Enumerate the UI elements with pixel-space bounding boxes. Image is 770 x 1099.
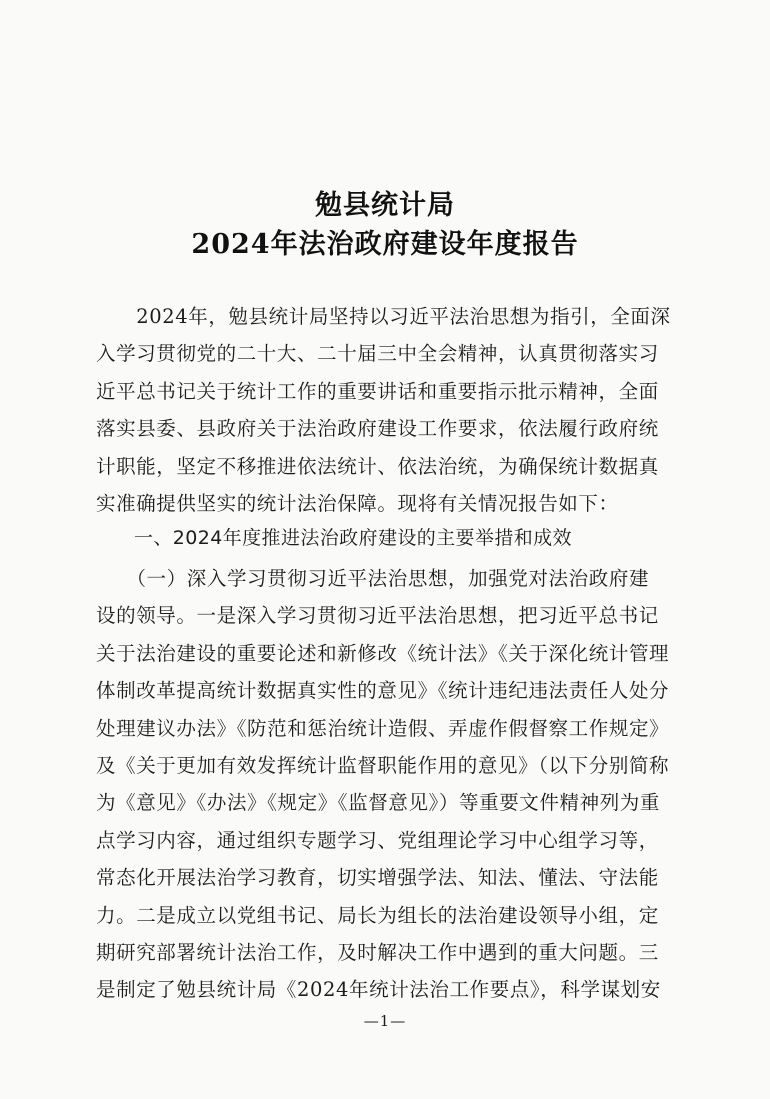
body-line: 设的领导。一是深入学习贯彻习近平法治思想，把习近平总书记 [96, 604, 659, 628]
body-line: 及《关于更加有效发挥统计监督职能作用的意见》（以下分别简称 [96, 754, 670, 778]
intro-paragraph [96, 298, 678, 522]
body-line: 点学习内容，通过组织专题学习、党组理论学习中心组学习等， [96, 828, 659, 852]
document-title-line1: 勉县统计局 [315, 190, 455, 221]
body-line: 关于法治建设的重要论述和新修改《统计法》《关于深化统计管理 [96, 641, 670, 665]
body-line: （一）深入学习贯彻习近平法治思想，加强党对法治政府建 [96, 567, 650, 590]
section-heading: 一、2024年度推进法治政府建设的主要举措和成效 [134, 527, 572, 549]
body-line: 处理建议办法》《防范和惩治统计造假、弄虚作假督察工作规定》 [96, 716, 670, 740]
page-number: —1— [363, 1012, 407, 1030]
intro-line: 实准确提供坚实的统计法治保障。现将有关情况报告如下： [96, 492, 619, 516]
body-line: 体制改革提高统计数据真实性的意见》《统计违纪违法责任人处分 [96, 679, 670, 703]
body-line: 力。二是成立以党组书记、局长为组长的法治建设领导小组，定 [96, 903, 659, 927]
intro-line: 落实县委、县政府关于法治政府建设工作要求，依法履行政府统 [96, 417, 659, 441]
intro-line: 计职能，坚定不移推进依法统计、依法治统，为确保统计数据真 [96, 454, 659, 478]
document-title-line2: 2024年法治政府建设年度报告 [191, 229, 579, 260]
intro-line: 近平总书记关于统计工作的重要讲话和重要指示批示精神，全面 [96, 379, 659, 403]
section1-paragraph [96, 560, 678, 1009]
intro-line: 入学习贯彻党的二十大、二十届三中全会精神，认真贯彻落实习 [96, 342, 659, 366]
body-line: 是制定了勉县统计局《2024年统计法治工作要点》，科学谋划安 [96, 978, 661, 1002]
body-line: 为《意见》《办法》《规定》《监督意见》）等重要文件精神列为重 [96, 791, 661, 815]
body-line: 常态化开展法治学习教育，切实增强学法、知法、懂法、守法能 [96, 866, 659, 890]
intro-line: 2024年，勉县统计局坚持以习近平法治思想为指引，全面深 [96, 305, 671, 328]
body-line: 期研究部署统计法治工作，及时解决工作中遇到的重大问题。三 [96, 941, 659, 965]
